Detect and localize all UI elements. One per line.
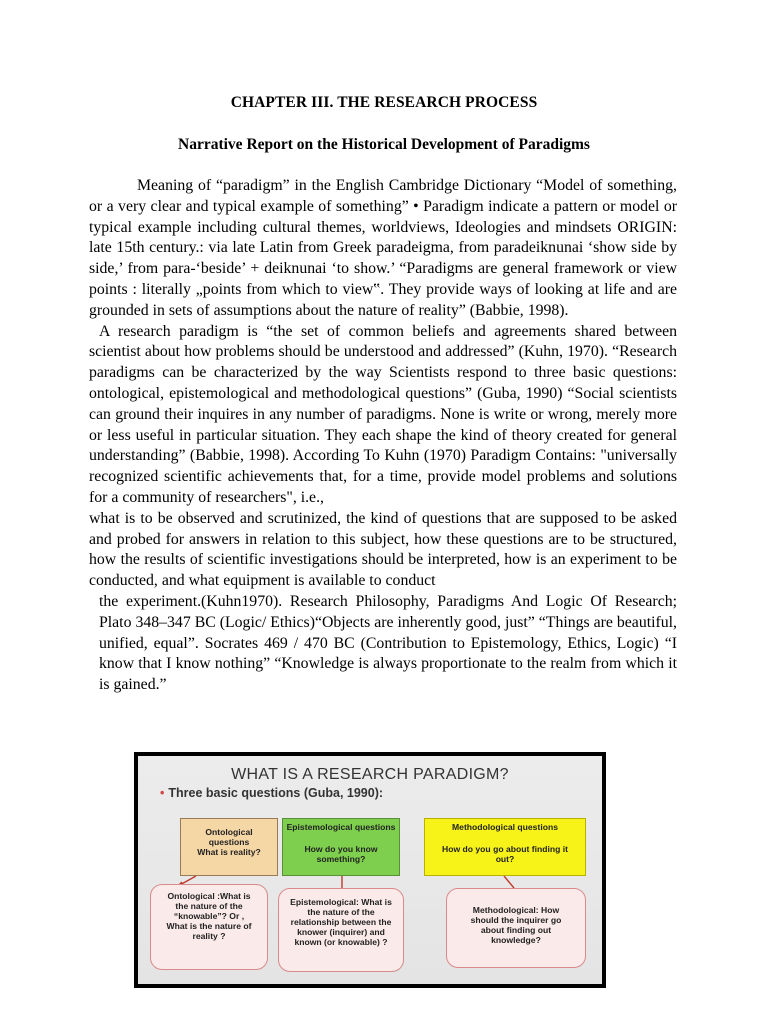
chapter-title: CHAPTER III. THE RESEARCH PROCESS <box>230 94 538 111</box>
ontological-answer-box: Ontological :What is the nature of the “knowable”? Or , What is the nature of reality ? <box>150 884 268 970</box>
body-text <box>89 176 677 696</box>
slide <box>138 756 602 984</box>
epistemological-question-box: Epistemological questions How do you know something? <box>282 818 400 876</box>
methodological-answer-box: Methodological: How should the inquirer go about finding out knowledge? <box>446 888 586 968</box>
paragraph-research-paradigm: A research paradigm is “the set of common beliefs and agreements shared between scientist about how problems should be understood and addressed” (Kuhn, 1970). “Research paradigms can be characterized by the way Scientists respond to three basic questions: ontological, epistemological and methodological questions” (Guba, 1990) “Social scientists can ground their inquires in any number of paradigms. None is write or wrong, merely more or less useful in particular situation. They each shape the kind of theory created for general understanding” (Babbie, 1998). According To Kuhn (1970) Paradigm Contains: "universally recognized scientific achievements that, for a time, provide model problems and solutions for a community of researchers", i.e., <box>89 322 677 506</box>
paragraph-kuhn-rest: the experiment.(Kuhn1970). Research Philosophy, Paradigms And Logic Of Research; Plato 348–347 BC (Logic/ Ethics)“Objects are inherently good, just” “Things are beautiful, unified, equal”. Socrates 469 / 470 BC (Contribution to Epistemology, Ethics, Logic) “I know that I know nothing” “Knowledge is always proportionate to the realm from which it is gained.” <box>99 592 677 694</box>
paragraph-kuhn <box>89 509 677 696</box>
figure-title: WHAT IS A RESEARCH PARADIGM? <box>231 766 509 783</box>
epistemological-answer-box: Epistemological: What is the nature of the relationship between the knower (inquirer) and known (or knowable) ? <box>278 888 404 972</box>
paragraph-kuhn-lead: what is to be observed and scrutinized, the kind of questions that are supposed to be asked and probed for answers in relation to this subject, how these questions are to be structured, how the results of scientific investigations should be interpreted, how is an experiment to be conducted, and what equipment is available to conduct <box>89 509 677 590</box>
research-paradigm-figure <box>134 752 606 988</box>
figure-subtitle: • Three basic questions (Guba, 1990): <box>160 786 384 800</box>
paragraph-paradigm-meaning: Meaning of “paradigm” in the English Cambridge Dictionary “Model of something, or a very clear and typical example of something” • Paradigm indicate a pattern or model or typical example including cultural themes, worldviews, Ideologies and mindsets ORIGIN: late 15th century.: via late Latin from Greek paradeigma, from paradeiknunai ‘show side by side,’ from para-‘beside’ + deiknunai ‘to show.’ “Paradigms are general framework or view points : literally „points from which to view‟. They provide ways of looking at life and are grounded in sets of assumptions about the nature of reality” (Babbie, 1998). <box>89 177 677 319</box>
ontological-question-box: Ontological questions What is reality? <box>180 818 278 876</box>
methodological-question-box: Methodological questions How do you go about finding it out? <box>424 818 586 876</box>
bullet-icon: • <box>160 786 165 800</box>
report-subtitle: Narrative Report on the Historical Development of Paradigms <box>178 136 590 153</box>
connector-methodological <box>504 876 514 888</box>
